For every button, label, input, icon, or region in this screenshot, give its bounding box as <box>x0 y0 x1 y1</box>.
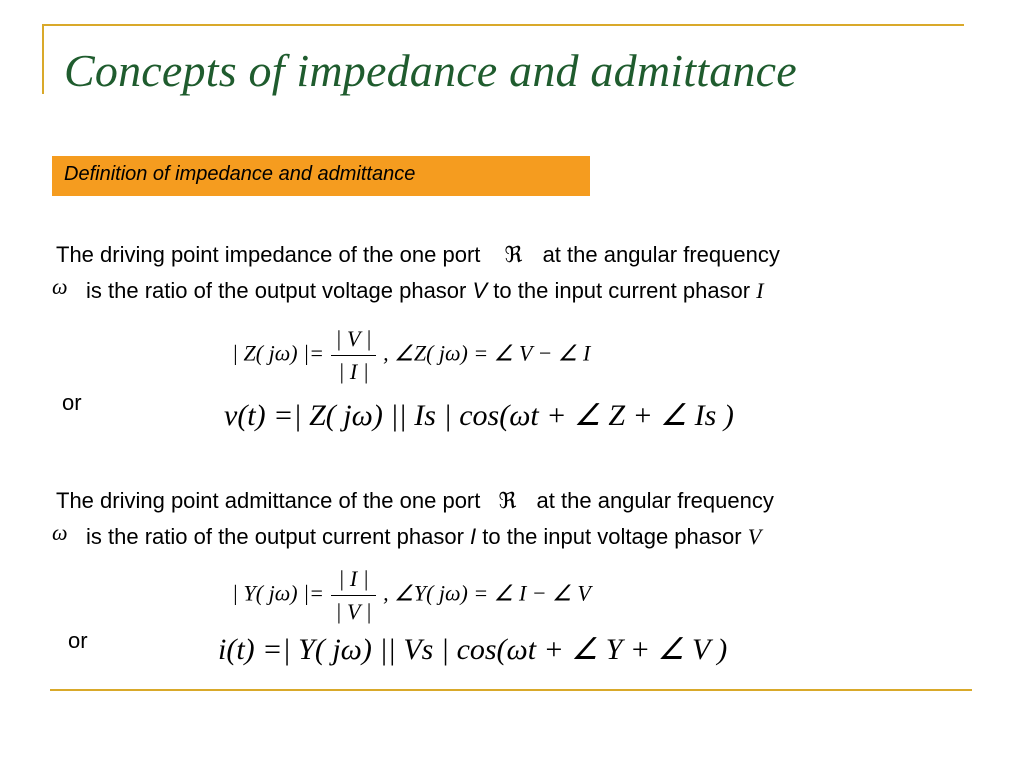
admittance-var-v: V <box>747 524 762 549</box>
admittance-line-2 <box>86 524 761 550</box>
or-label-2: or <box>68 628 88 653</box>
impedance-fraction-denominator: | I | <box>338 359 369 384</box>
impedance-magnitude-equation <box>232 326 590 385</box>
impedance-fraction <box>331 326 375 385</box>
frame-top-rule <box>42 24 964 26</box>
admittance-fraction <box>331 566 375 625</box>
admittance-fraction-denominator: | V | <box>335 599 372 624</box>
admittance-line-1-text: The driving point admittance of the one port <box>56 488 481 513</box>
or-label-1: or <box>62 390 82 415</box>
voltage-time-equation: v(t) =| Z( jω) || Is | cos(ωt + ∠ Z + ∠ Is ) <box>224 399 734 432</box>
impedance-line-2-mid: to the input current phasor <box>493 278 751 303</box>
admittance-eq-lhs: | Y( jω) |= <box>232 580 324 606</box>
admittance-line-2-text: is the ratio of the output current phasor <box>86 524 464 549</box>
impedance-fraction-numerator: | V | <box>331 326 375 356</box>
impedance-line-1-tail: at the angular frequency <box>542 242 780 267</box>
impedance-line-1 <box>56 242 780 269</box>
section-banner-label: Definition of impedance and admittance <box>64 163 416 185</box>
impedance-line-2-text: is the ratio of the output voltage phasor <box>86 278 467 303</box>
slide-title: Concepts of impedance and admittance <box>64 45 797 96</box>
port-symbol: ℜ <box>504 243 523 268</box>
impedance-var-i: I <box>756 278 764 303</box>
frame-left-rule <box>42 24 44 94</box>
section-banner <box>52 156 590 196</box>
admittance-fraction-numerator: | I | <box>331 566 375 596</box>
omega-symbol: ω <box>52 274 68 299</box>
current-time-equation: i(t) =| Y( jω) || Vs | cos(ωt + ∠ Y + ∠ V ) <box>218 633 728 666</box>
admittance-line-1-tail: at the angular frequency <box>536 488 774 513</box>
omega-symbol: ω <box>52 520 68 545</box>
impedance-line-2 <box>86 278 764 304</box>
admittance-line-1 <box>56 488 774 515</box>
impedance-line-1-text: The driving point impedance of the one port <box>56 242 481 267</box>
port-symbol: ℜ <box>498 489 517 514</box>
admittance-line-2-mid: to the input voltage phasor <box>482 524 742 549</box>
admittance-magnitude-equation <box>232 566 591 625</box>
impedance-var-v: V <box>472 278 488 303</box>
admittance-var-i: I <box>470 524 477 549</box>
admittance-eq-rhs: , ∠Y( jω) = ∠ I − ∠ V <box>383 580 591 606</box>
impedance-eq-lhs: | Z( jω) |= <box>232 340 324 366</box>
impedance-eq-rhs: , ∠Z( jω) = ∠ V − ∠ I <box>383 340 591 366</box>
bottom-rule <box>50 689 972 691</box>
